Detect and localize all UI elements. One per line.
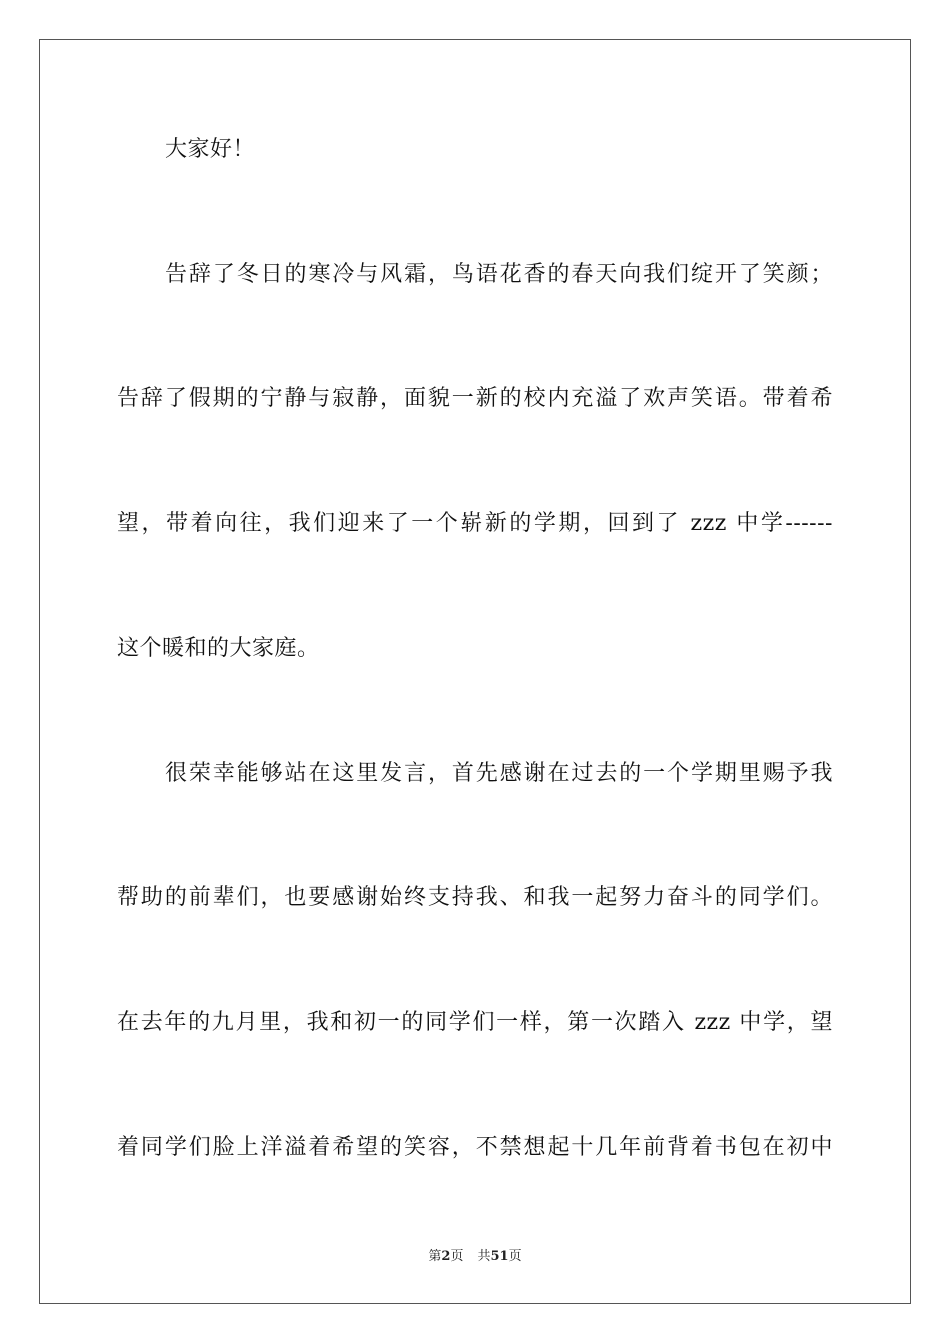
text-line-paragraph2-2: 帮助的前辈们，也要感谢始终支持我、和我一起努力奋斗的同学们。 (117, 885, 833, 910)
footer-page-prefix: 第 (428, 1249, 442, 1264)
page-footer (0, 1248, 950, 1266)
text-line-paragraph1-1: 告辞了冬日的寒冷与风霜，鸟语花香的春天向我们绽开了笑颜； (165, 262, 833, 287)
text-line-paragraph2-3: 在去年的九月里，我和初一的同学们一样，第一次踏入 zzz 中学，望 (117, 1010, 833, 1035)
text-line-paragraph2-1: 很荣幸能够站在这里发言，首先感谢在过去的一个学期里赐予我 (165, 761, 833, 786)
text-line-paragraph1-4: 这个暖和的大家庭。 (117, 636, 320, 661)
text-line-paragraph1-2: 告辞了假期的宁静与寂静，面貌一新的校内充溢了欢声笑语。带着希 (117, 386, 833, 411)
footer-page-suffix: 页 (450, 1249, 464, 1264)
footer-total-suffix: 页 (508, 1249, 522, 1264)
text-line-paragraph2-4: 着同学们脸上洋溢着希望的笑容，不禁想起十几年前背着书包在初中 (117, 1135, 833, 1160)
footer-total-pages: 51 (490, 1249, 509, 1264)
page-border (39, 39, 911, 1304)
text-line-paragraph1-3: 望，带着向往，我们迎来了一个崭新的学期，回到了 zzz 中学------ (117, 511, 833, 536)
footer-total-prefix: 共 (477, 1249, 491, 1264)
footer-page-number: 2 (441, 1249, 451, 1264)
text-line-greeting: 大家好！ (165, 137, 256, 162)
